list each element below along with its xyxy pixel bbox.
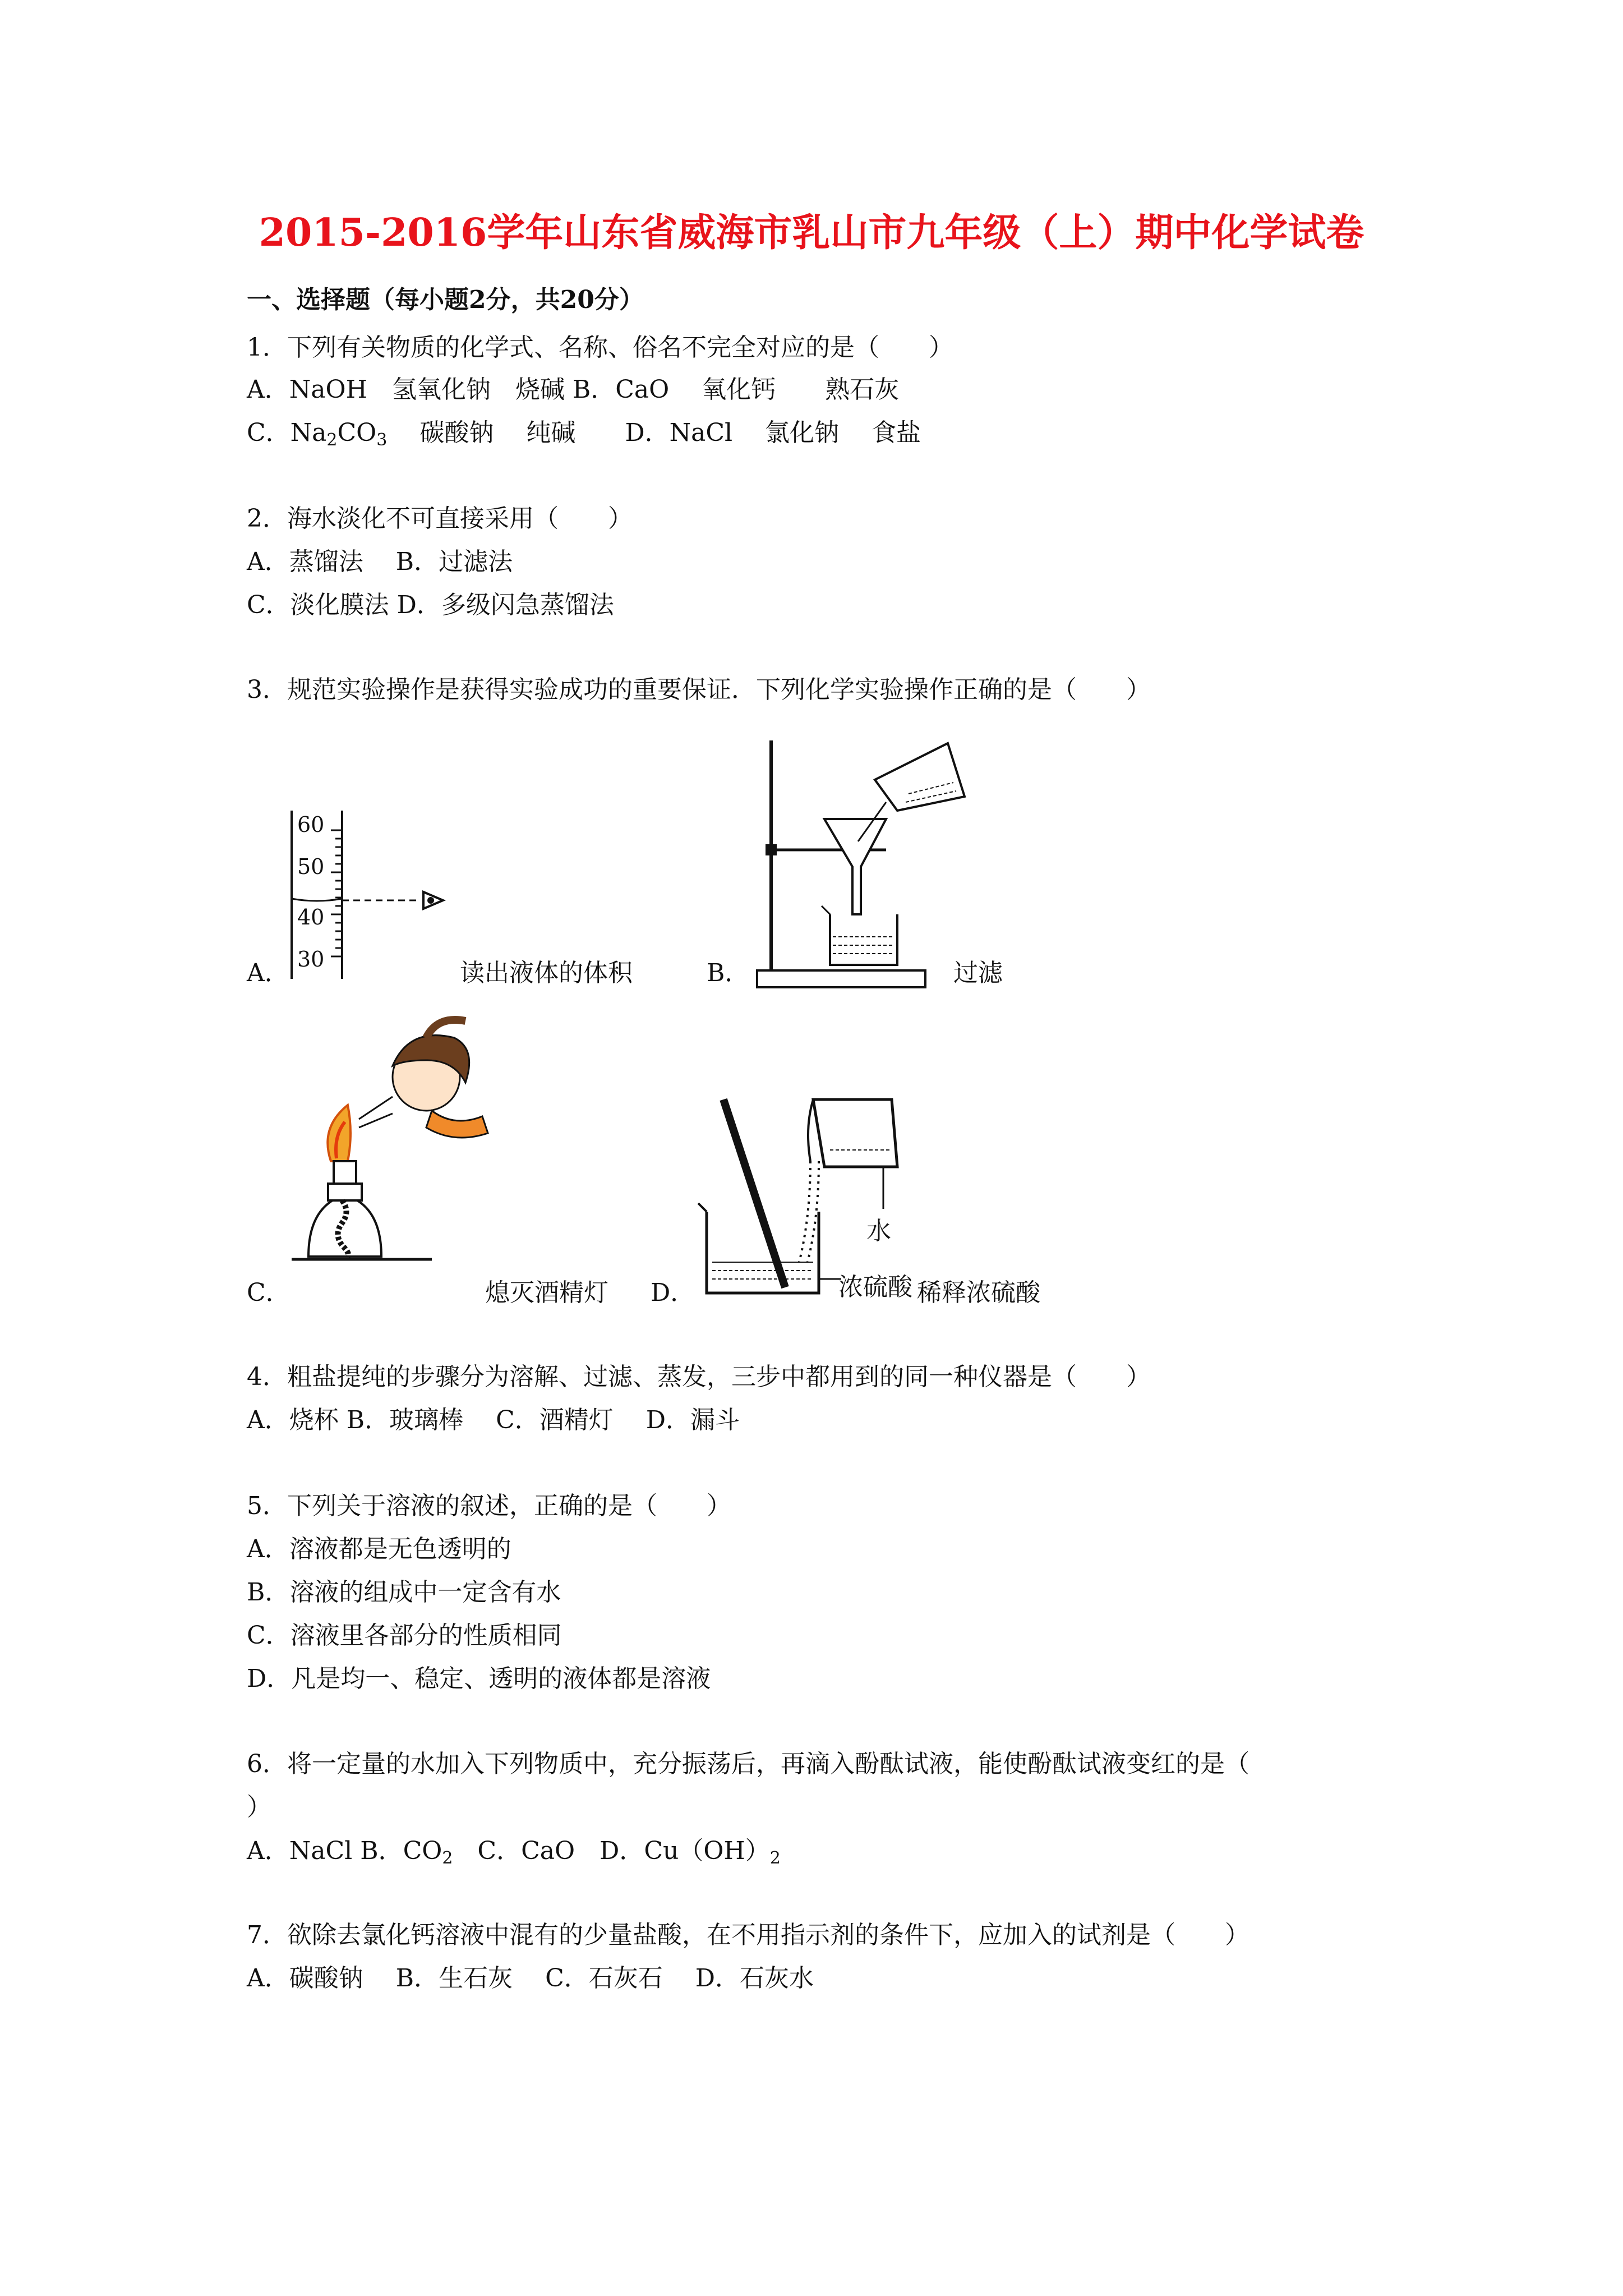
q3-stem: 3．规范实验操作是获得实验成功的重要保证．下列化学实验操作正确的是（ ） bbox=[247, 675, 1151, 704]
filtration-figure bbox=[746, 729, 981, 993]
q5-stem: 5．下列关于溶液的叙述，正确的是（ ） bbox=[247, 1492, 731, 1520]
q4-stem: 4．粗盐提纯的步骤分为溶解、过滤、蒸发，三步中都用到的同一种仪器是（ ） bbox=[247, 1363, 1151, 1391]
q7-stem: 7．欲除去氯化钙溶液中混有的少量盐酸，在不用指示剂的条件下，应加入的试剂是（ ） bbox=[247, 1921, 1249, 1949]
q5-option-b: B．溶液的组成中一定含有水 bbox=[247, 1578, 561, 1607]
q5-option-d: D．凡是均一、稳定、透明的液体都是溶液 bbox=[247, 1664, 711, 1693]
q2-options-ab: A．蒸馏法 B．过滤法 bbox=[247, 547, 513, 576]
q3-option-d-label: D． bbox=[651, 1278, 695, 1307]
q3-option-a-caption: 读出液体的体积 bbox=[460, 959, 633, 987]
q1-stem: 1．下列有关物质的化学式、名称、俗名不完全对应的是（ ） bbox=[247, 333, 953, 362]
q4-options: A．烧杯 B．玻璃棒 C．酒精灯 D．漏斗 bbox=[247, 1406, 740, 1434]
q5-option-a: A．溶液都是无色透明的 bbox=[247, 1535, 511, 1563]
page-title: 2015-2016学年山东省威海市乳山市九年级（上）期中化学试卷 bbox=[259, 210, 1364, 255]
cylinder-tick-60: 60 bbox=[297, 812, 325, 837]
q3-option-b-label: B． bbox=[707, 959, 750, 987]
cylinder-tick-50: 50 bbox=[297, 854, 325, 879]
q6-stem-close: ） bbox=[247, 1793, 271, 1821]
q5-option-c: C．溶液里各部分的性质相同 bbox=[247, 1621, 562, 1650]
q3-option-c-caption: 熄灭酒精灯 bbox=[485, 1278, 608, 1307]
cylinder-tick-40: 40 bbox=[297, 905, 325, 930]
q3-option-c-label: C． bbox=[247, 1278, 291, 1307]
cylinder-tick-30: 30 bbox=[297, 947, 325, 972]
alcohol-lamp-figure bbox=[286, 1015, 510, 1307]
q3-option-d-caption: 稀释浓硫酸 bbox=[917, 1278, 1040, 1307]
q2-stem: 2．海水淡化不可直接采用（ ） bbox=[247, 504, 633, 533]
acid-label: 浓硫酸 bbox=[838, 1273, 912, 1301]
q6-options: A．NaCl B．$CO_2$ C．CaO D．$Cu(OH)_2$ bbox=[247, 1837, 781, 1868]
q1-options-ab: A．NaOH 氢氧化钠 烧碱 B．CaO 氧化钙 熟石灰 bbox=[247, 375, 900, 404]
q3-option-a-label: A． bbox=[247, 959, 289, 987]
water-label: 水 bbox=[866, 1217, 891, 1245]
q2-options-cd: C．淡化膜法 D．多级闪急蒸馏法 bbox=[247, 591, 614, 619]
q1-options-cd: C．$Na_2CO_3$ 碳酸钠 纯碱 D．NaCl 氯化钠 食盐 bbox=[247, 418, 921, 450]
q3-option-b-caption: 过滤 bbox=[953, 959, 1003, 987]
section-heading: 一、选择题（每小题2分，共20分） bbox=[247, 286, 644, 314]
q6-stem: 6．将一定量的水加入下列物质中，充分振荡后，再滴入酚酞试液，能使酚酞试液变红的是（ bbox=[247, 1750, 1249, 1778]
q7-options: A．碳酸钠 B．生石灰 C．石灰石 D．石灰水 bbox=[247, 1964, 814, 1993]
